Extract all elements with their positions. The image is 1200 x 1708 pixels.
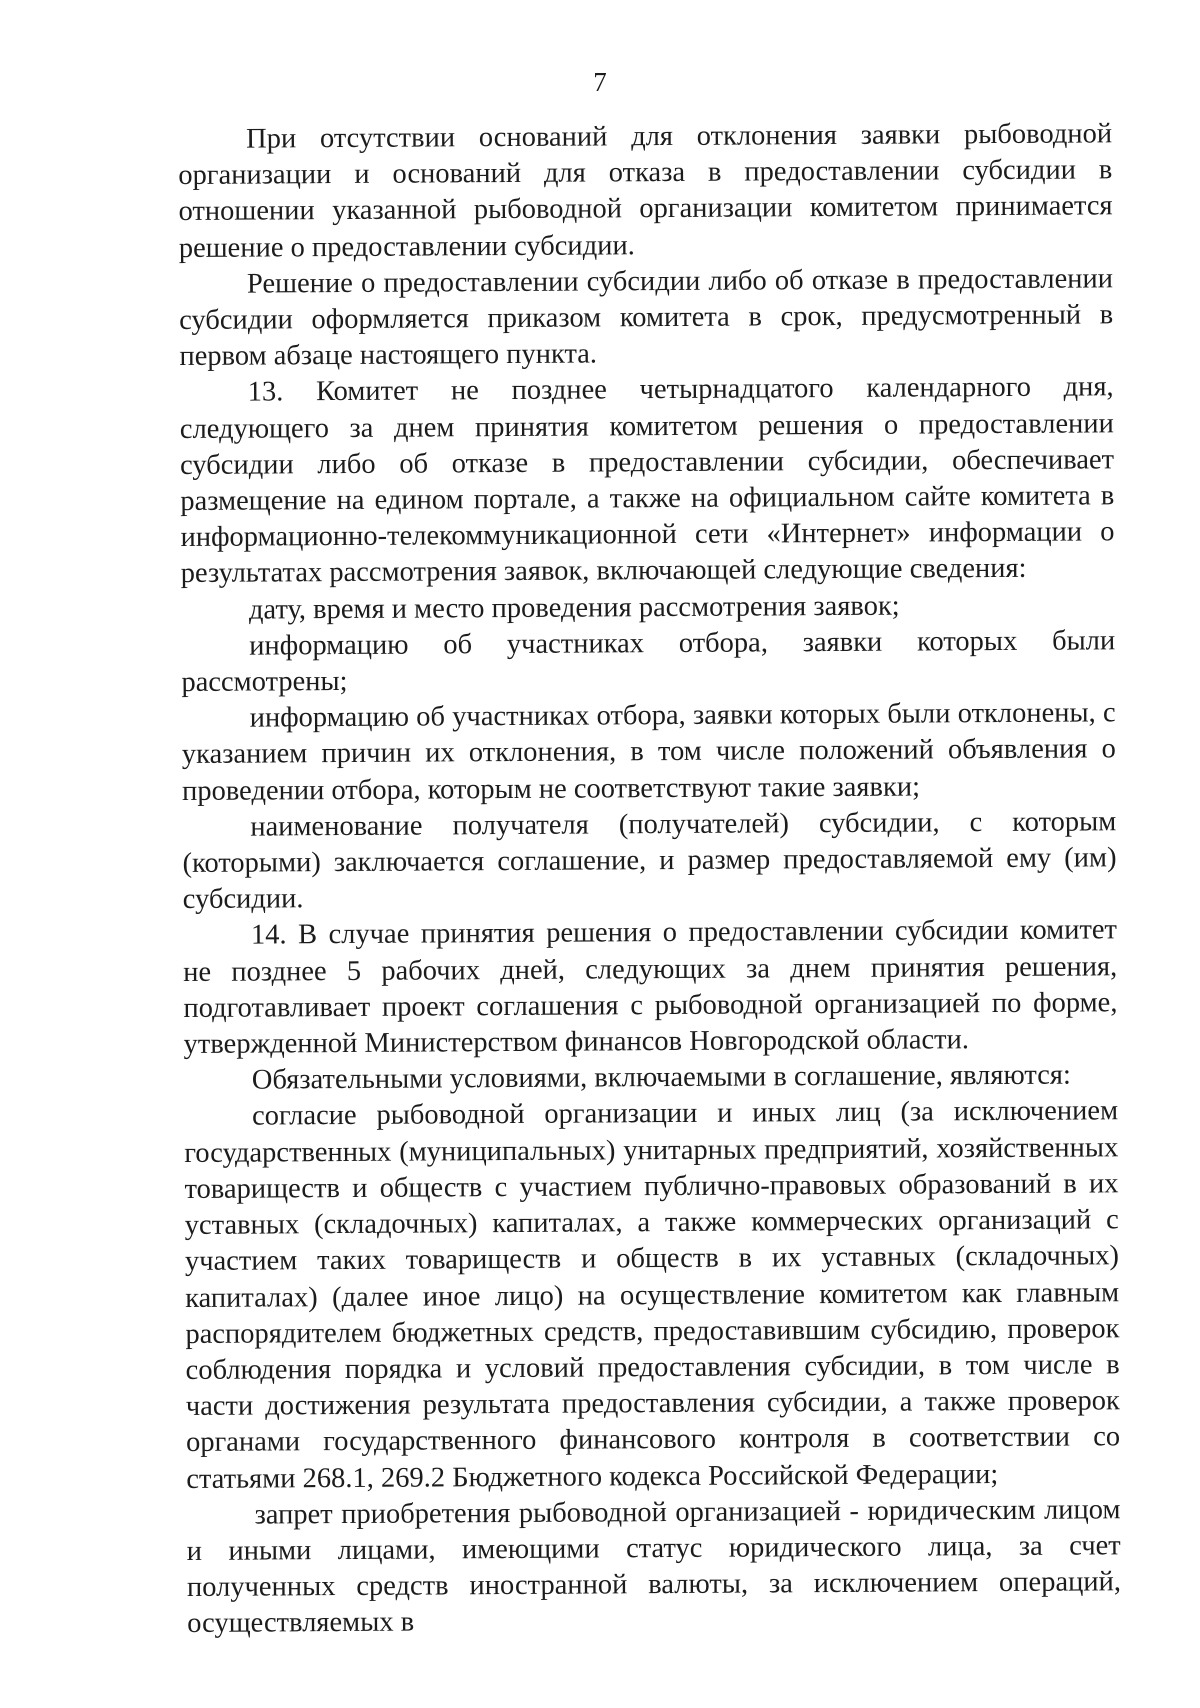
list-item-recipient-name: наименование получателя (получателей) субсидии, с которым (которыми) заключается соглашение, и размер предоставляемой ему (им) субсидии. — [182, 806, 1117, 916]
list-item-consent-to-inspections: согласие рыбоводной организации и иных лиц (за исключением государственных (муниципальных) унитарных предприятий, хозяйственных товариществ и обществ с участием публично-правовых образований в их уставных (складочных) капиталах, а также коммерческих организаций с участием таких товариществ и обществ в их уставных (складочных) капиталах) (далее иное лицо) на осуществление комитетом как главным распорядителем бюджетных средств, предоставившим субсидию, проверок соблюдения порядка и условий предоставления субсидии, в том числе в части достижения результата предоставления субсидии, а также проверок органами государственного финансового контроля в соответствии со статьями 268.1, 269.2 Бюджетного кодекса Российской Федерации; — [184, 1095, 1121, 1495]
list-item-rejected-participants: информацию об участниках отбора, заявки которых были отклонены, с указанием причин их отклонения, в том числе положений объявления о проведении отбора, которым не соответствуют такие заявки; — [181, 697, 1116, 807]
list-item-currency-prohibition: запрет приобретения рыбоводной организацией - юридическим лицом и иными лицами, имеющими статус юридического лица, за счет полученных средств иностранной валюты, за исключением операций, осуществляемых в — [186, 1493, 1122, 1640]
paragraph-14-agreement-draft: 14. В случае принятия решения о предоставлении субсидии комитет не позднее 5 рабочих дней, следующих за днем принятия решения, подготавливает проект соглашения с рыбоводной организацией по форме, утвержденной Министерством финансов Новгородской области. — [183, 914, 1118, 1061]
paragraph-decision-order: Решение о предоставлении субсидии либо об отказе в предоставлении субсидии оформляется приказом комитета в срок, предусмотренный в первом абзаце настоящего пункта. — [179, 263, 1114, 373]
document-body — [178, 116, 1121, 1642]
page-number: 7 — [593, 67, 607, 97]
paragraph-13-publication: 13. Комитет не позднее четырнадцатого календарного дня, следующего за днем принятия комитетом решения о предоставлении субсидии либо об отказе в предоставлении субсидии, обеспечивает размещение на едином портале, а также на официальном сайте комитета в информационно-телекоммуникационной сети «Интернет» информации о результатах рассмотрения заявок, включающей следующие сведения: — [179, 371, 1115, 590]
list-item-date-time-place: дату, время и место проведения рассмотрения заявок; — [248, 590, 900, 626]
list-item-considered-participants: информацию об участниках отбора, заявки которых были рассмотрены; — [181, 625, 1116, 699]
paragraph-no-grounds-decision: При отсутствии оснований для отклонения заявки рыбоводной организации и оснований для отказа в предоставлении субсидии в отношении указанной рыбоводной организации комитетом принимается решение о предоставлении субсидии. — [178, 118, 1113, 264]
paragraph-mandatory-conditions: Обязательными условиями, включаемыми в соглашение, являются: — [251, 1059, 1071, 1096]
